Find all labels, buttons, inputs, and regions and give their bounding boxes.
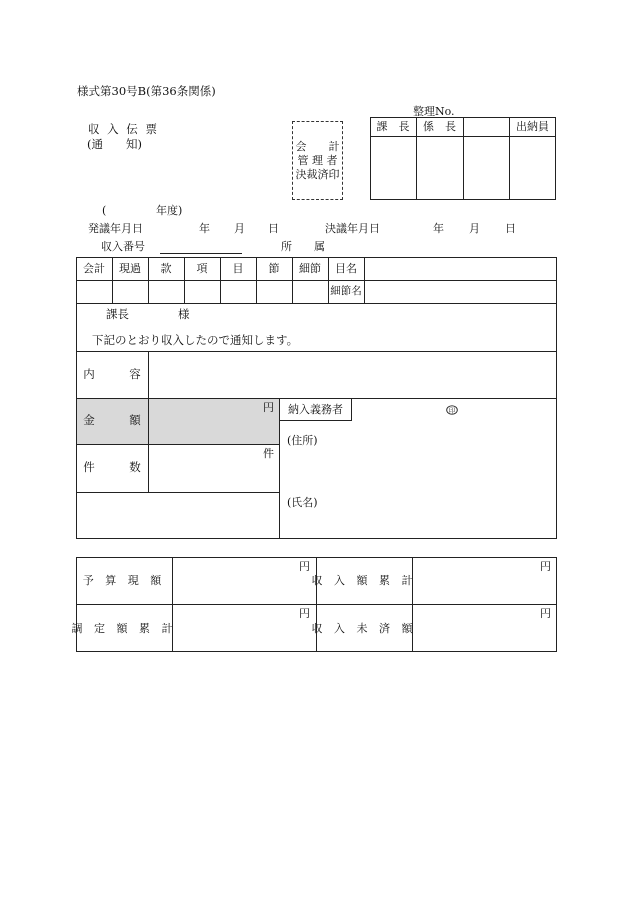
saisetsumei-field[interactable] xyxy=(365,281,556,303)
kensu-label: 件 数 xyxy=(83,460,141,475)
name-field[interactable] xyxy=(330,492,554,512)
address-label: (住所) xyxy=(287,434,318,447)
header-saisetsumei: 細節名 xyxy=(330,285,362,298)
yosan-field[interactable] xyxy=(173,558,316,604)
yosan-label: 予 算 現 額 xyxy=(82,574,166,587)
mizumi-yen: 円 xyxy=(540,607,551,620)
approval-blank xyxy=(463,117,509,136)
stamp-line-2: 管 理 者 xyxy=(297,154,338,167)
seal-cell-blank[interactable] xyxy=(464,137,509,199)
form-title: 収 入 伝 票 xyxy=(88,122,159,136)
header-moku: 目 xyxy=(232,262,244,275)
chotei-label: 調 定 額 累 計 xyxy=(71,621,177,635)
stamp-line-1: 会 計 xyxy=(295,140,340,153)
kingaku-field[interactable] xyxy=(149,399,279,444)
approval-kakaricho: 係 長 xyxy=(423,120,456,133)
notice-message: 下記のとおり収入したので通知します。 xyxy=(92,333,299,347)
payer-label: 納入義務者 xyxy=(288,403,343,416)
seal-cell-kacho[interactable] xyxy=(370,137,416,199)
seal-cell-kakaricho[interactable] xyxy=(417,137,463,199)
issue-day: 日 xyxy=(268,222,279,235)
approval-kacho: 課 長 xyxy=(376,120,410,133)
form-id: 様式第30号B(第36条関係) xyxy=(77,84,216,98)
header-kaikei: 会計 xyxy=(83,262,105,275)
header-genka: 現過 xyxy=(119,262,141,275)
decision-date-label: 決議年月日 xyxy=(325,222,380,235)
yosan-yen: 円 xyxy=(299,560,310,573)
seal-cell-suinoin[interactable] xyxy=(510,137,556,199)
naiyo-field[interactable] xyxy=(149,352,556,398)
kensu-ken: 件 xyxy=(263,447,274,460)
mokumei-field[interactable] xyxy=(365,258,556,280)
form-subtitle: (通 知) xyxy=(87,137,142,151)
kensu-field[interactable] xyxy=(149,445,279,492)
dept-label: 所 属 xyxy=(281,240,325,253)
shunyu-ruikei-yen: 円 xyxy=(540,560,551,573)
header-setsu: 節 xyxy=(268,262,280,275)
seiri-no-label: 整理No. xyxy=(413,105,455,118)
issue-month: 月 xyxy=(234,222,245,235)
stamp-line-3: 決裁済印 xyxy=(295,168,340,181)
receipt-no-label: 収入番号 xyxy=(101,240,145,253)
notice-kacho: 課長 xyxy=(106,307,129,321)
header-mokumei: 目名 xyxy=(335,262,357,275)
issue-date-label: 発議年月日 xyxy=(88,222,143,235)
name-label: (氏名) xyxy=(287,496,318,509)
notice-sama: 様 xyxy=(178,307,190,321)
decision-year: 年 xyxy=(433,222,444,235)
approval-suinoin: 出納員 xyxy=(516,120,549,133)
issue-year: 年 xyxy=(199,222,210,235)
blank-field[interactable] xyxy=(77,493,279,538)
receipt-no-field[interactable] xyxy=(160,253,242,254)
header-saisetsu: 細節 xyxy=(299,262,321,275)
fiscal-year-label: 年度) xyxy=(156,204,183,217)
mizumi-label: 収 入 未 済 額 xyxy=(311,621,417,635)
mizumi-field[interactable] xyxy=(413,605,556,652)
address-field[interactable] xyxy=(330,430,554,450)
chotei-yen: 円 xyxy=(299,607,310,620)
naiyo-label: 内 容 xyxy=(83,366,141,381)
decision-month: 月 xyxy=(469,222,480,235)
svg-text:印: 印 xyxy=(448,406,456,415)
header-ko: 項 xyxy=(196,262,208,275)
seal-mark-graphic xyxy=(446,405,458,415)
decision-day: 日 xyxy=(505,222,516,235)
chotei-field[interactable] xyxy=(173,605,316,652)
seal-mark-icon xyxy=(446,405,458,417)
kingaku-yen: 円 xyxy=(263,401,274,414)
fiscal-year-open: ( xyxy=(102,204,107,217)
shunyu-ruikei-field[interactable] xyxy=(413,558,556,604)
kingaku-label: 金 額 xyxy=(83,413,141,428)
header-kan: 款 xyxy=(160,262,172,275)
shunyu-ruikei-label: 収 入 額 累 計 xyxy=(311,574,417,587)
